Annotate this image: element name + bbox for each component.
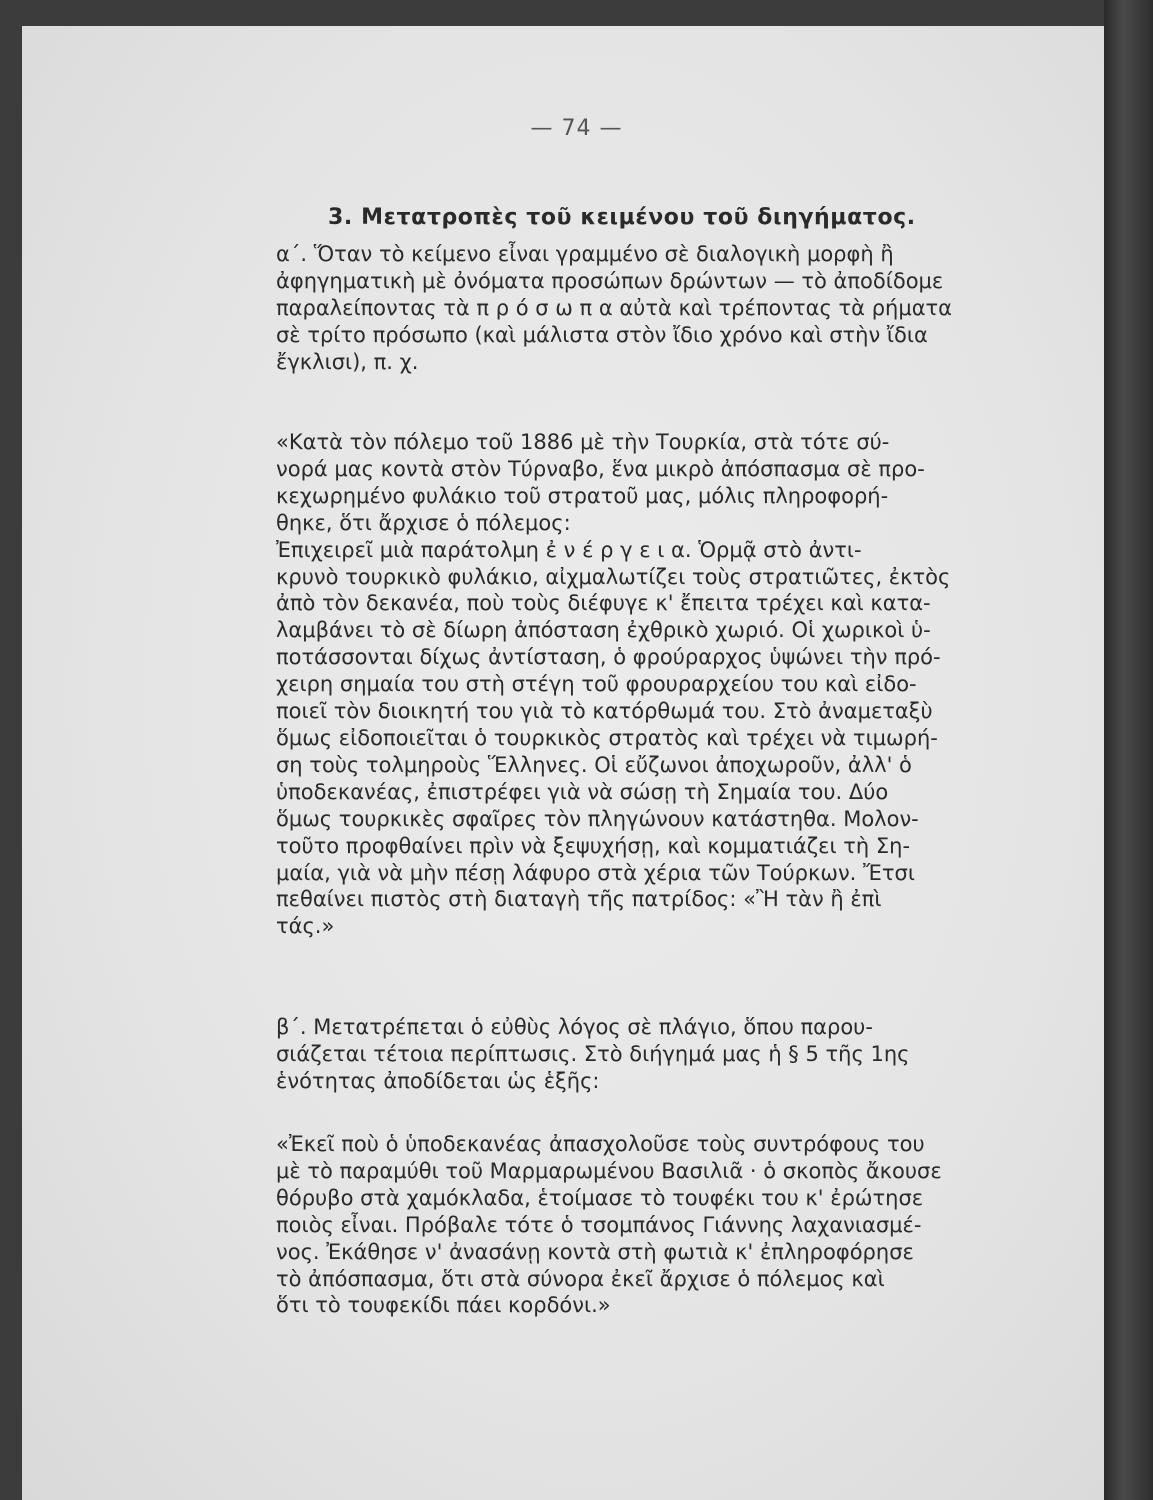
text-line: τάς.» (276, 914, 335, 939)
quotation-paragraph-2 (276, 1131, 942, 1319)
scan-edge (1104, 0, 1153, 1500)
text-line: ποτάσσονται δίχως ἀντίσταση, ὁ φρούραρχος ὑψώνει τὴν πρό- (276, 645, 941, 670)
text-line: παραλείποντας τὰ π ρ ό σ ω π α αὐτὰ καὶ τρέποντας τὰ ρήματα (276, 295, 953, 320)
text-line: κρυνὸ τουρκικὸ φυλάκιο, αἰχμαλωτίζει τοὺς στρατιῶτες, ἐκτὸς (276, 564, 951, 589)
text-line: ποιὸς εἶναι. Πρόβαλε τότε ὁ τσομπάνος Γιάννης λαχανιασμέ- (276, 1212, 922, 1237)
text-line: μὲ τὸ παραμύθι τοῦ Μαρμαρωμένου Βασιλιᾶ · ὁ σκοπὸς ἄκουσε (276, 1158, 942, 1183)
text-line: ποιεῖ τὸν διοικητή του γιὰ τὸ κατόρθωμά του. Στὸ ἀναμεταξὺ (276, 699, 933, 724)
text-line: χειρη σημαία του στὴ στέγη τοῦ φρουραρχείου του καὶ εἰδο- (276, 672, 917, 697)
text-line: τὸ ἀπόσπασμα, ὅτι στὰ σύνορα ἐκεῖ ἄρχισε ὁ πόλεμος καὶ (276, 1266, 885, 1291)
text-line: ἀφηγηματικὴ μὲ ὀνόματα προσώπων δρώντων — τὸ ἀποδίδομε (276, 268, 944, 293)
text-line: σιάζεται τέτοια περίπτωσις. Στὸ διήγημά μας ἡ § 5 τῆς 1ης (276, 1041, 910, 1066)
text-line: πεθαίνει πιστὸς στὴ διαταγὴ τῆς πατρίδος: «Ἢ τὰν ἢ ἐπὶ (276, 887, 882, 912)
intro-paragraph (276, 241, 952, 376)
text-line: ἑνότητας ἀποδίδεται ὡς ἑξῆς: (276, 1068, 600, 1093)
text-line: λαμβάνει τὸ σὲ δίωρη ἀπόσταση ἐχθρικὸ χωριό. Οἱ χωρικοὶ ὑ- (276, 618, 931, 643)
text-line: «Ἐκεῖ ποὺ ὁ ὑποδεκανέας ἀπασχολοῦσε τοὺς συντρόφους του (276, 1132, 925, 1156)
text-line: θηκε, ὅτι ἄρχισε ὁ πόλεμος: (276, 510, 571, 535)
section-heading: 3. Μετατροπὲς τοῦ κειμένου τοῦ διηγήματος. (328, 205, 916, 230)
text-line: μαία, γιὰ νὰ μὴν πέσῃ λάφυρο στὰ χέρια τῶν Τούρκων. Ἔτσι (276, 860, 915, 885)
text-line: ἔγκλισι), π. χ. (276, 349, 419, 374)
text-line: α΄. Ὅταν τὸ κείμενο εἶναι γραμμένο σὲ διαλογικὴ μορφὴ ἢ (276, 242, 894, 266)
text-line: κεχωρημένο φυλάκιο τοῦ στρατοῦ μας, μόλις πληροφορή- (276, 483, 889, 508)
page-number: — 74 — (530, 116, 623, 141)
text-line: ὅτι τὸ τουφεκίδι πάει κορδόνι.» (276, 1293, 611, 1318)
text-line: «Κατὰ τὸν πόλεμο τοῦ 1886 μὲ τὴν Τουρκία, στὰ τότε σύ- (276, 430, 890, 454)
quotation-paragraph-1 (276, 429, 950, 940)
paragraph-b (276, 1014, 909, 1095)
text-line: ὑποδεκανέας, ἐπιστρέφει γιὰ νὰ σώσῃ τὴ Σημαία του. Δύο (276, 779, 889, 804)
text-line: ὅμως τουρκικὲς σφαῖρες τὸν πληγώνουν κατάστηθα. Μολον- (276, 806, 919, 831)
text-line: νος. Ἐκάθησε ν' ἀνασάνῃ κοντὰ στὴ φωτιὰ κ' ἐπληροφόρησε (276, 1239, 914, 1264)
text-line: θόρυβο στὰ χαμόκλαδα, ἑτοίμασε τὸ τουφέκι του κ' ἐρώτησε (276, 1185, 924, 1210)
text-line: σὲ τρίτο πρόσωπο (καὶ μάλιστα στὸν ἴδιο χρόνο καὶ στὴν ἴδια (276, 322, 928, 347)
text-line: Ἐπιχειρεῖ μιὰ παράτολμη ἐ ν έ ρ γ ε ι α. Ὁρμᾷ στὸ ἀντι- (276, 537, 862, 562)
text-line: τοῦτο προφθαίνει πρὶν νὰ ξεψυχήσῃ, καὶ κομματιάζει τὴ Ση- (276, 833, 911, 858)
text-line: ση τοὺς τολμηροὺς Ἕλληνες. Οἱ εὔζωνοι ἀποχωροῦν, ἀλλ' ὁ (276, 752, 912, 777)
text-line: β΄. Μετατρέπεται ὁ εὐθὺς λόγος σὲ πλάγιο, ὅπου παρου- (276, 1015, 873, 1039)
text-line: ἀπὸ τὸν δεκανέα, ποὺ τοὺς διέφυγε κ' ἔπειτα τρέχει καὶ κατα- (276, 591, 931, 616)
text-line: νορά μας κοντὰ στὸν Τύρναβο, ἕνα μικρὸ ἀπόσπασμα σὲ προ- (276, 456, 925, 481)
text-line: ὅμως εἰδοποιεῖται ὁ τουρκικὸς στρατὸς καὶ τρέχει νὰ τιμωρή- (276, 725, 938, 750)
